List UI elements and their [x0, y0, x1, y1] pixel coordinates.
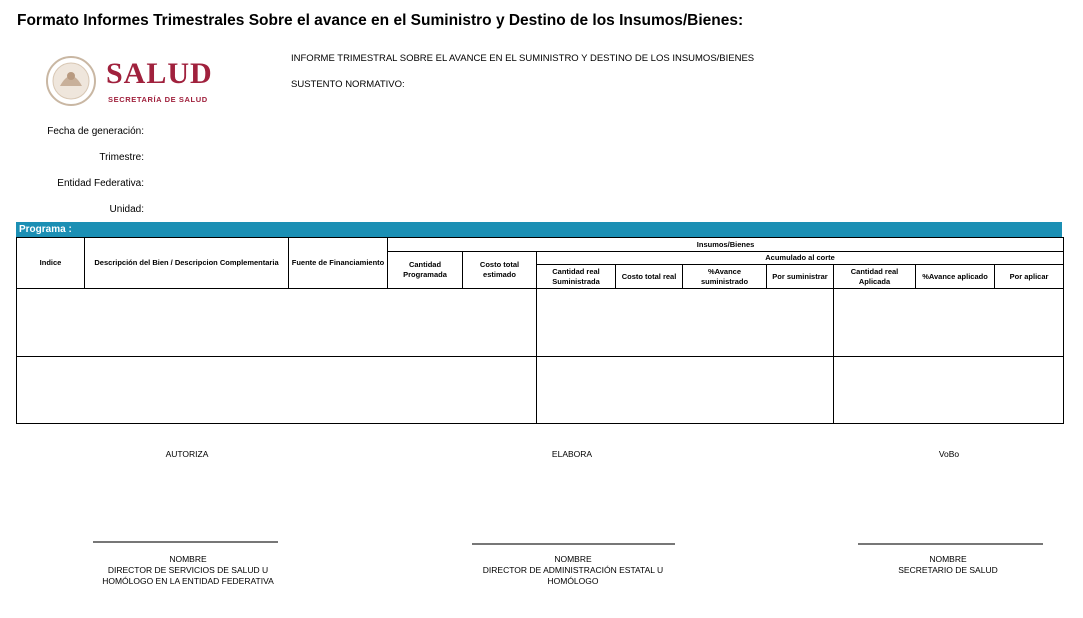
table-cell: [17, 289, 537, 357]
table-row: [17, 289, 1064, 357]
header-indice: Indice: [17, 238, 85, 289]
table-cell: [537, 289, 834, 357]
header-acumulado: Acumulado al corte: [537, 252, 1064, 265]
logo-wordmark: SALUD: [106, 57, 213, 90]
report-title: INFORME TRIMESTRAL SOBRE EL AVANCE EN EL SUMINISTRO Y DESTINO DE LOS INSUMOS/BIENES: [291, 53, 755, 64]
entidad-label: Entidad Federativa:: [57, 178, 144, 189]
signature-middle: [463, 554, 683, 587]
sustento-label: SUSTENTO NORMATIVO:: [291, 79, 405, 90]
header-por-suministrar: Por suministrar: [767, 265, 834, 289]
table-cell: [834, 357, 1064, 424]
signature-middle-role2: HOMÓLOGO: [547, 576, 599, 586]
vobo-label: VoBo: [938, 449, 960, 459]
logo-subtitle: SECRETARÍA DE SALUD: [108, 95, 208, 104]
unidad-label: Unidad:: [109, 204, 144, 215]
header-por-aplicar: Por aplicar: [995, 265, 1064, 289]
fecha-label: Fecha de generación:: [47, 126, 144, 137]
signature-line-left: [93, 541, 278, 543]
insumos-table: [16, 237, 1064, 424]
signature-left: [78, 554, 298, 587]
header-info: [291, 53, 754, 105]
header-descripcion: Descripción del Bien / Descripcion Complementaria: [85, 238, 289, 289]
mexico-emblem-icon: [40, 54, 102, 108]
header-cantidad-programada: Cantidad Programada: [388, 252, 463, 289]
header-costo-real: Costo total real: [616, 265, 683, 289]
table-cell: [537, 357, 834, 424]
signature-right-name: NOMBRE: [929, 554, 967, 564]
header-insumos: Insumos/Bienes: [388, 238, 1064, 252]
table-row: [17, 357, 1064, 424]
signature-middle-name: NOMBRE: [554, 554, 592, 564]
elabora-label: ELABORA: [551, 449, 593, 459]
signature-line-right: [858, 543, 1043, 545]
header-cantidad-suministrada: Cantidad real Suministrada: [537, 265, 616, 289]
page-title: Formato Informes Trimestrales Sobre el avance en el Suministro y Destino de los Insumos/Bienes:: [17, 12, 744, 29]
table-cell: [17, 357, 537, 424]
signature-left-name: NOMBRE: [169, 554, 207, 564]
table-cell: [834, 289, 1064, 357]
program-bar: Programa :: [16, 222, 1062, 237]
header-fuente: Fuente de Financiamiento: [289, 238, 388, 289]
signature-right: [838, 554, 1058, 576]
header-avance-aplicado: %Avance aplicado: [916, 265, 995, 289]
signature-left-role2: HOMÓLOGO EN LA ENTIDAD FEDERATIVA: [102, 576, 274, 586]
header-avance-suministrado: %Avance suministrado: [683, 265, 767, 289]
header-cantidad-aplicada: Cantidad real Aplicada: [834, 265, 916, 289]
signature-line-middle: [472, 543, 675, 545]
signature-right-role: SECRETARIO DE SALUD: [898, 565, 998, 575]
trimestre-label: Trimestre:: [99, 152, 144, 163]
autoriza-label: AUTORIZA: [165, 449, 209, 459]
header-costo-estimado: Costo total estimado: [463, 252, 537, 289]
signature-left-role: DIRECTOR DE SERVICIOS DE SALUD U: [107, 565, 269, 575]
signature-middle-role: DIRECTOR DE ADMINISTRACIÓN ESTATAL U: [482, 565, 664, 575]
